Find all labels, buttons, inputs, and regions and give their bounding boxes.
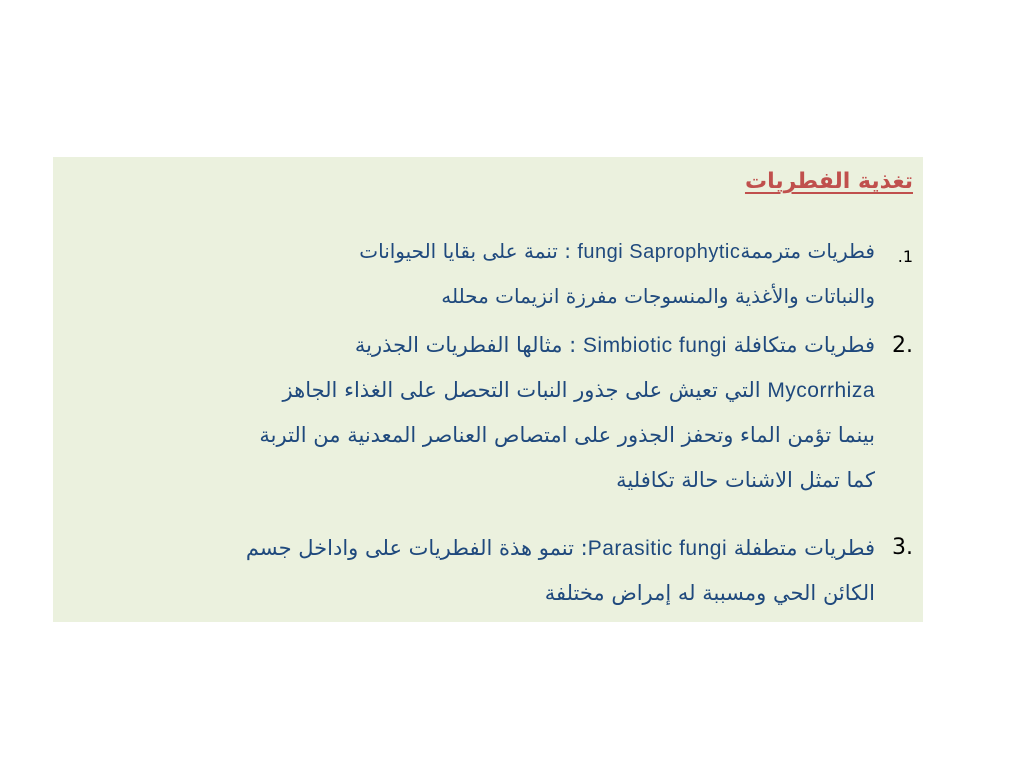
text-segment: فطريات مترممة (740, 239, 875, 263)
text-segment: كما تمثل الاشنات حالة تكافلية (616, 468, 875, 492)
list-number: 2. (892, 333, 913, 358)
text-segment: التي تعيش على جذور النبات التحصل على الغذاء الجاهز (282, 378, 768, 402)
list-item-text (68, 229, 875, 318)
latin-term: Simbiotic fungi (582, 334, 727, 357)
text-segment: : تنمة على بقايا الحيوانات (359, 239, 578, 263)
list-item-symbiotic (68, 323, 913, 503)
list-item-text (68, 526, 875, 615)
text-line (68, 323, 875, 368)
text-line (68, 526, 875, 571)
text-line (68, 571, 875, 615)
text-segment: بينما تؤمن الماء وتحفز الجذور على امتصاص العناصر المعدنية من التربة (259, 423, 875, 447)
text-segment: فطريات متطفلة (727, 536, 875, 560)
text-segment: : مثالها الفطريات الجذرية (354, 333, 583, 357)
text-line (68, 458, 875, 503)
text-line (68, 368, 875, 413)
list-number: 3. (892, 535, 913, 560)
slide-title: تغذية الفطريات (744, 169, 913, 194)
list-item-saprophytic (68, 229, 913, 318)
list-number: .1 (897, 247, 913, 266)
text-segment: فطريات متكافلة (726, 333, 875, 357)
latin-term: fungi Saprophytic (577, 241, 741, 263)
list-item-parasitic (68, 526, 913, 615)
text-line (68, 274, 875, 318)
text-line (68, 413, 875, 458)
text-segment: والنباتات والأغذية والمنسوجات مفرزة انزيمات محلله (441, 284, 875, 308)
list-item-text (68, 323, 875, 503)
text-segment: : تنمو هذة الفطريات على واداخل جسم (245, 536, 588, 560)
text-segment: الكائن الحي ومسببة له إمراض مختلفة (544, 581, 875, 605)
text-line (68, 229, 875, 274)
latin-term: Mycorrhiza (767, 379, 875, 402)
content-box (53, 157, 923, 622)
latin-term: Parasitic fungi (587, 537, 728, 560)
